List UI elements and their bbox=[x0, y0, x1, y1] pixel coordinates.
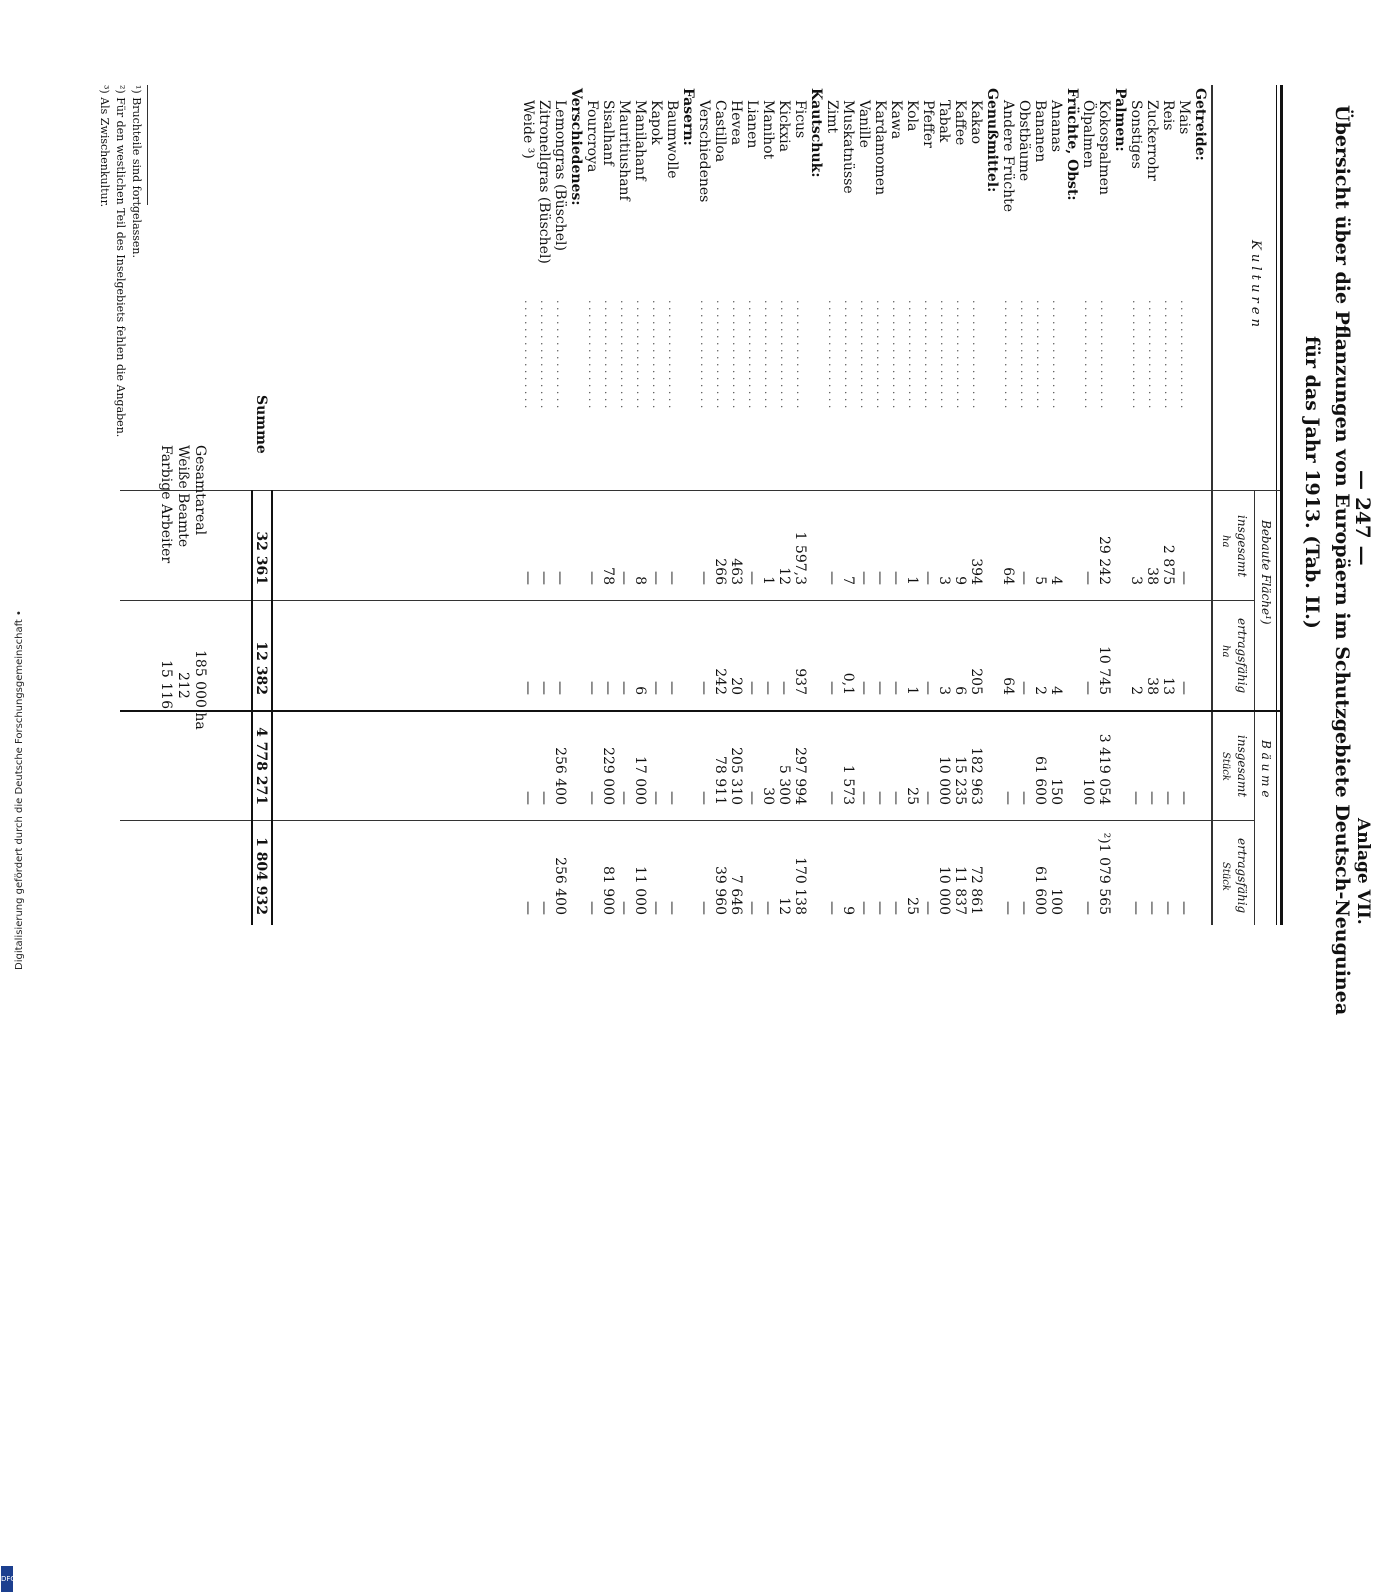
header-ertragsfaehig-stueck: ertragsfähig bbox=[1235, 838, 1249, 914]
cell-c2: 6 bbox=[632, 686, 648, 695]
group-heading: Verschiedenes: bbox=[568, 88, 584, 206]
row-label: Kaffee bbox=[952, 100, 968, 146]
cell-c4: 100 bbox=[1048, 888, 1064, 915]
leader-dots: . . . . . . . . . . . . . . . . bbox=[666, 300, 679, 409]
cell-c4: ²)1 079 565 bbox=[1096, 832, 1112, 915]
cell-c1: — bbox=[888, 571, 904, 585]
cell-c1: 29 242 bbox=[1096, 536, 1112, 585]
cell-c3: 1 573 bbox=[840, 764, 856, 805]
leader-dots: . . . . . . . . . . . . . . . . bbox=[858, 300, 871, 409]
cell-c4: 11 837 bbox=[952, 866, 968, 915]
cell-c1: — bbox=[920, 571, 936, 585]
row-label: Kakao bbox=[968, 100, 984, 145]
row-label: Kola bbox=[904, 100, 920, 132]
cell-c1: 9 bbox=[952, 576, 968, 585]
summe-c4: 1 804 932 bbox=[253, 837, 269, 915]
row-label: Kickxia bbox=[776, 100, 792, 152]
leader-dots: . . . . . . . . . . . . . . . . bbox=[730, 300, 743, 409]
cell-c3: — bbox=[584, 791, 600, 805]
cell-c4: — bbox=[536, 901, 552, 915]
cell-c1: 38 bbox=[1144, 567, 1160, 585]
total-gesamtareal-label: Gesamtareal bbox=[192, 445, 208, 536]
cell-c4: — bbox=[824, 901, 840, 915]
leader-dots: . . . . . . . . . . . . . . . . bbox=[1050, 300, 1063, 409]
leader-dots: . . . . . . . . . . . . . . . . bbox=[1082, 300, 1095, 409]
cell-c2: — bbox=[920, 681, 936, 695]
unit-stueck-1: Stück bbox=[1220, 752, 1231, 781]
leader-dots: . . . . . . . . . . . . . . . . bbox=[650, 300, 663, 409]
cell-c3: 17 000 bbox=[632, 756, 648, 805]
leader-dots: . . . . . . . . . . . . . . . . bbox=[762, 300, 775, 409]
footnote-2: ²) Für den westlichen Teil des Inselgebiets fehlen die Angaben. bbox=[114, 85, 127, 438]
cell-c3: — bbox=[856, 791, 872, 805]
cell-c4: — bbox=[1144, 901, 1160, 915]
row-label: Tabak bbox=[936, 100, 952, 143]
cell-c2: 0,1 bbox=[840, 672, 856, 695]
cell-c2: — bbox=[600, 681, 616, 695]
cell-c1: 1 bbox=[904, 576, 920, 585]
cell-c3: — bbox=[1176, 791, 1192, 805]
leader-dots: . . . . . . . . . . . . . . . . bbox=[954, 300, 967, 409]
header-ertragsfaehig-ha: ertragsfähig bbox=[1235, 618, 1249, 694]
cell-c1: 394 bbox=[968, 558, 984, 585]
cell-c4: — bbox=[1016, 901, 1032, 915]
cell-c2: — bbox=[888, 681, 904, 695]
table-top-rule-2 bbox=[1276, 85, 1277, 925]
cell-c1: 2 875 bbox=[1160, 544, 1176, 585]
cell-c2: — bbox=[536, 681, 552, 695]
leader-dots: . . . . . . . . . . . . . . . . bbox=[1178, 300, 1191, 409]
cell-c3: 182 963 bbox=[968, 747, 984, 805]
row-label: Kokospalmen bbox=[1096, 100, 1112, 195]
header-insgesamt-stueck: insgesamt bbox=[1235, 735, 1249, 798]
footnote-rule bbox=[147, 85, 148, 205]
row-label: Verschiedenes bbox=[696, 100, 712, 203]
cell-c4: — bbox=[648, 901, 664, 915]
cell-c1: — bbox=[536, 571, 552, 585]
cell-c3: — bbox=[648, 791, 664, 805]
leader-dots: . . . . . . . . . . . . . . . . bbox=[698, 300, 711, 409]
cell-c3: 78 911 bbox=[712, 756, 728, 805]
total-gesamtareal-value: 185 000 ha bbox=[192, 650, 208, 730]
cell-c3: — bbox=[520, 791, 536, 805]
cell-c4: — bbox=[920, 901, 936, 915]
cell-c2: 1 bbox=[904, 686, 920, 695]
cell-c4: 170 138 bbox=[792, 857, 808, 915]
cell-c1: 12 bbox=[776, 567, 792, 585]
footnote-1: ¹) Bruchteile sind fortgelassen. bbox=[130, 85, 143, 259]
cell-c4: 7 646 bbox=[728, 874, 744, 915]
cell-c4: — bbox=[872, 901, 888, 915]
cell-c4: 72 861 bbox=[968, 866, 984, 915]
cell-c4: — bbox=[1160, 901, 1176, 915]
cell-c3: 5 300 bbox=[776, 764, 792, 805]
leader-dots: . . . . . . . . . . . . . . . . bbox=[778, 300, 791, 409]
cell-c3: — bbox=[920, 791, 936, 805]
cell-c1: — bbox=[664, 571, 680, 585]
cell-c4: — bbox=[520, 901, 536, 915]
cell-c3: — bbox=[664, 791, 680, 805]
row-label: Obstbäume bbox=[1016, 100, 1032, 182]
col-divider-3 bbox=[120, 820, 1255, 821]
leader-dots: . . . . . . . . . . . . . . . . bbox=[906, 300, 919, 409]
title-line-2: für das Jahr 1913. (Tab. II.) bbox=[1301, 336, 1323, 629]
cell-c3: 205 310 bbox=[728, 747, 744, 805]
cell-c4: — bbox=[856, 901, 872, 915]
cell-c4: — bbox=[744, 901, 760, 915]
cell-c3: 100 bbox=[1080, 778, 1096, 805]
cell-c1: — bbox=[520, 571, 536, 585]
cell-c2: — bbox=[584, 681, 600, 695]
leader-dots: . . . . . . . . . . . . . . . . bbox=[842, 300, 855, 409]
cell-c3: 25 bbox=[904, 787, 920, 805]
row-label: Zitronellgras (Büschel) bbox=[536, 100, 552, 264]
cell-c4: 9 bbox=[840, 906, 856, 915]
cell-c4: 12 bbox=[776, 897, 792, 915]
cell-c2: 4 bbox=[1048, 686, 1064, 695]
appendix-label: Anlage VII. bbox=[1353, 818, 1373, 925]
cell-c3: 30 bbox=[760, 787, 776, 805]
leader-dots: . . . . . . . . . . . . . . . . bbox=[522, 300, 535, 409]
cell-c1: — bbox=[1080, 571, 1096, 585]
group-heading: Früchte, Obst: bbox=[1064, 88, 1080, 201]
cell-c1: — bbox=[824, 571, 840, 585]
cell-c2: 3 bbox=[936, 686, 952, 695]
leader-dots: . . . . . . . . . . . . . . . . bbox=[1130, 300, 1143, 409]
cell-c1: 78 bbox=[600, 567, 616, 585]
leader-dots: . . . . . . . . . . . . . . . . bbox=[922, 300, 935, 409]
cell-c1: — bbox=[856, 571, 872, 585]
cell-c2: — bbox=[520, 681, 536, 695]
row-label: Hevea bbox=[728, 100, 744, 146]
cell-c3: — bbox=[1128, 791, 1144, 805]
cell-c1: — bbox=[584, 571, 600, 585]
row-label: Bananen bbox=[1032, 100, 1048, 163]
header-insgesamt-ha: insgesamt bbox=[1235, 515, 1249, 578]
cell-c1: — bbox=[872, 571, 888, 585]
summe-c2: 12 382 bbox=[253, 641, 269, 695]
cell-c4: — bbox=[696, 901, 712, 915]
col-divider-2 bbox=[120, 710, 1280, 712]
cell-c2: 937 bbox=[792, 668, 808, 695]
cell-c2: — bbox=[552, 681, 568, 695]
cell-c1: — bbox=[1016, 571, 1032, 585]
row-label: Castilloa bbox=[712, 100, 728, 163]
row-label: Baumwolle bbox=[664, 100, 680, 179]
col-divider-1 bbox=[120, 600, 1255, 601]
row-label: Ölpalmen bbox=[1080, 100, 1096, 169]
unit-ha-1: ha bbox=[1220, 535, 1231, 548]
row-label: Ananas bbox=[1048, 100, 1064, 153]
cell-c2: 242 bbox=[712, 668, 728, 695]
row-label: Kapok bbox=[648, 100, 664, 145]
header-kulturen: K u l t u r e n bbox=[1248, 240, 1263, 328]
leader-dots: . . . . . . . . . . . . . . . . bbox=[1018, 300, 1031, 409]
cell-c3: — bbox=[872, 791, 888, 805]
cell-c4: 25 bbox=[904, 897, 920, 915]
leader-dots: . . . . . . . . . . . . . . . . bbox=[874, 300, 887, 409]
leader-dots: . . . . . . . . . . . . . . . . bbox=[538, 300, 551, 409]
leader-dots: . . . . . . . . . . . . . . . . bbox=[618, 300, 631, 409]
cell-c3: 3 419 054 bbox=[1096, 733, 1112, 805]
row-label: Sonstiges bbox=[1128, 100, 1144, 169]
row-label: Reis bbox=[1160, 100, 1176, 131]
cell-c1: 266 bbox=[712, 558, 728, 585]
cell-c2: — bbox=[744, 681, 760, 695]
leader-dots: . . . . . . . . . . . . . . . . bbox=[602, 300, 615, 409]
leader-dots: . . . . . . . . . . . . . . . . bbox=[586, 300, 599, 409]
cell-c1: — bbox=[744, 571, 760, 585]
cell-c1: 4 bbox=[1048, 576, 1064, 585]
cell-c4: — bbox=[760, 901, 776, 915]
leader-dots: . . . . . . . . . . . . . . . . bbox=[554, 300, 567, 409]
cell-c1: — bbox=[552, 571, 568, 585]
footnote-3: ³) Als Zwischenkultur. bbox=[98, 85, 111, 208]
row-label: Weide ³) bbox=[520, 100, 536, 159]
summe-c1: 32 361 bbox=[253, 531, 269, 585]
cell-c2: — bbox=[776, 681, 792, 695]
cell-c1: — bbox=[696, 571, 712, 585]
row-label: Ficus bbox=[792, 100, 808, 139]
cell-c4: — bbox=[1000, 901, 1016, 915]
cell-c3: — bbox=[744, 791, 760, 805]
total-weisse-beamte-label: Weiße Beamte bbox=[175, 445, 191, 548]
cell-c2: — bbox=[824, 681, 840, 695]
cell-c1: 463 bbox=[728, 558, 744, 585]
leader-dots: . . . . . . . . . . . . . . . . bbox=[1034, 300, 1047, 409]
group-heading: Kautschuk: bbox=[808, 88, 824, 178]
leader-dots: . . . . . . . . . . . . . . . . bbox=[938, 300, 951, 409]
row-label: Pfeffer bbox=[920, 100, 936, 148]
cell-c2: 38 bbox=[1144, 677, 1160, 695]
leader-dots: . . . . . . . . . . . . . . . . bbox=[1098, 300, 1111, 409]
header-bebaute-flaeche: Bebaute Fläche¹) bbox=[1259, 520, 1273, 625]
cell-c4: 81 900 bbox=[600, 866, 616, 915]
header-baeume: B ä u m e bbox=[1259, 740, 1273, 798]
cell-c3: 256 400 bbox=[552, 747, 568, 805]
cell-c4: 256 400 bbox=[552, 857, 568, 915]
cell-c2: — bbox=[696, 681, 712, 695]
title-line-1: Übersicht über die Pflanzungen von Europäern im Schutzgebiete Deutsch-Neuguinea bbox=[1331, 105, 1353, 1016]
cell-c4: — bbox=[1176, 901, 1192, 915]
row-label: Kawa bbox=[888, 100, 904, 140]
row-label: Vanille bbox=[856, 100, 872, 148]
dfg-credit-text: Digitalisierung gefördert durch die Deutsche Forschungsgemeinschaft • bbox=[14, 610, 25, 970]
summe-label: Summe bbox=[253, 395, 269, 454]
cell-c2: — bbox=[1080, 681, 1096, 695]
cell-c3: — bbox=[1016, 791, 1032, 805]
row-label: Mais bbox=[1176, 100, 1192, 135]
cell-c3: — bbox=[1000, 791, 1016, 805]
cell-c4: 39 960 bbox=[712, 866, 728, 915]
summe-c3: 4 778 271 bbox=[253, 727, 269, 805]
leader-dots: . . . . . . . . . . . . . . . . bbox=[794, 300, 807, 409]
cell-c3: — bbox=[696, 791, 712, 805]
cell-c2: — bbox=[616, 681, 632, 695]
cell-c4: — bbox=[888, 901, 904, 915]
row-label: Kardamomen bbox=[872, 100, 888, 196]
cell-c2: — bbox=[856, 681, 872, 695]
total-farbige-arbeiter-value: 15 116 bbox=[158, 660, 174, 709]
page-number: — 247 — bbox=[1351, 470, 1375, 566]
cell-c3: — bbox=[1160, 791, 1176, 805]
row-label: Andere Früchte bbox=[1000, 100, 1016, 212]
cell-c1: — bbox=[648, 571, 664, 585]
row-label: Zuckerrohr bbox=[1144, 100, 1160, 181]
leader-dots: . . . . . . . . . . . . . . . . bbox=[1162, 300, 1175, 409]
table-top-rule bbox=[1280, 85, 1283, 925]
cell-c1: 3 bbox=[936, 576, 952, 585]
leader-dots: . . . . . . . . . . . . . . . . bbox=[746, 300, 759, 409]
cell-c1: 7 bbox=[840, 576, 856, 585]
cell-c2: 2 bbox=[1032, 686, 1048, 695]
cell-c1: — bbox=[616, 571, 632, 585]
row-label: Manilahanf bbox=[632, 100, 648, 181]
cell-c1: 8 bbox=[632, 576, 648, 585]
group-heading: Genußmittel: bbox=[984, 88, 1000, 193]
cell-c4: — bbox=[1080, 901, 1096, 915]
cell-c3: — bbox=[536, 791, 552, 805]
cell-c3: — bbox=[824, 791, 840, 805]
leader-dots: . . . . . . . . . . . . . . . . bbox=[1146, 300, 1159, 409]
group-heading: Palmen: bbox=[1112, 88, 1128, 152]
cell-c2: — bbox=[664, 681, 680, 695]
cell-c4: — bbox=[1128, 901, 1144, 915]
cell-c1: 5 bbox=[1032, 576, 1048, 585]
cell-c2: 13 bbox=[1160, 677, 1176, 695]
leader-dots: . . . . . . . . . . . . . . . . bbox=[714, 300, 727, 409]
leader-dots: . . . . . . . . . . . . . . . . bbox=[826, 300, 839, 409]
row-label: Lemongras (Büschel) bbox=[552, 100, 568, 251]
cell-c4: 10 000 bbox=[936, 866, 952, 915]
row-label: Lianen bbox=[744, 100, 760, 149]
cell-c4: — bbox=[616, 901, 632, 915]
leader-dots: . . . . . . . . . . . . . . . . bbox=[634, 300, 647, 409]
cell-c4: 11 000 bbox=[632, 866, 648, 915]
digitization-sidebar bbox=[0, 600, 25, 1583]
cell-c2: 2 bbox=[1128, 686, 1144, 695]
cell-c1: 1 bbox=[760, 576, 776, 585]
cell-c2: — bbox=[1176, 681, 1192, 695]
leader-dots: . . . . . . . . . . . . . . . . bbox=[890, 300, 903, 409]
cell-c4: — bbox=[584, 901, 600, 915]
cell-c3: — bbox=[1144, 791, 1160, 805]
group-heading: Getreide: bbox=[1192, 88, 1208, 161]
header-bottom-rule bbox=[1211, 85, 1213, 925]
cell-c1: 64 bbox=[1000, 567, 1016, 585]
cell-c3: 229 000 bbox=[600, 747, 616, 805]
cell-c2: 64 bbox=[1000, 677, 1016, 695]
cell-c2: — bbox=[760, 681, 776, 695]
col-divider-0 bbox=[120, 490, 1280, 491]
cell-c2: 10 745 bbox=[1096, 646, 1112, 695]
cell-c1: 1 597,3 bbox=[792, 531, 808, 585]
cell-c3: 10 000 bbox=[936, 756, 952, 805]
cell-c2: 6 bbox=[952, 686, 968, 695]
total-weisse-beamte-value: 212 bbox=[175, 672, 191, 699]
cell-c1: 3 bbox=[1128, 576, 1144, 585]
total-farbige-arbeiter-label: Farbige Arbeiter bbox=[158, 445, 174, 564]
row-label: Manihot bbox=[760, 100, 776, 160]
row-label: Sisalhanf bbox=[600, 100, 616, 166]
cell-c2: — bbox=[872, 681, 888, 695]
row-label: Muskatnüsse bbox=[840, 100, 856, 194]
cell-c4: 61 600 bbox=[1032, 866, 1048, 915]
leader-dots: . . . . . . . . . . . . . . . . bbox=[970, 300, 983, 409]
summe-top-rule bbox=[271, 490, 273, 925]
cell-c3: 61 600 bbox=[1032, 756, 1048, 805]
cell-c3: 150 bbox=[1048, 778, 1064, 805]
header-sub-rule bbox=[1254, 490, 1255, 925]
cell-c2: 205 bbox=[968, 668, 984, 695]
row-label: Zimt bbox=[824, 100, 840, 134]
row-label: Fourcroya bbox=[584, 100, 600, 173]
cell-c3: — bbox=[888, 791, 904, 805]
cell-c3: 297 994 bbox=[792, 747, 808, 805]
dfg-logo: DFG bbox=[1, 1566, 13, 1592]
leader-dots: . . . . . . . . . . . . . . . . bbox=[1002, 300, 1015, 409]
cell-c2: — bbox=[648, 681, 664, 695]
unit-ha-2: ha bbox=[1220, 645, 1231, 658]
cell-c3: — bbox=[616, 791, 632, 805]
cell-c1: — bbox=[1176, 571, 1192, 585]
cell-c3: 15 235 bbox=[952, 756, 968, 805]
cell-c2: 20 bbox=[728, 677, 744, 695]
row-label: Mauritiushanf bbox=[616, 100, 632, 201]
cell-c2: — bbox=[1016, 681, 1032, 695]
unit-stueck-2: Stück bbox=[1220, 862, 1231, 891]
cell-c4: — bbox=[664, 901, 680, 915]
group-heading: Fasern: bbox=[680, 88, 696, 146]
